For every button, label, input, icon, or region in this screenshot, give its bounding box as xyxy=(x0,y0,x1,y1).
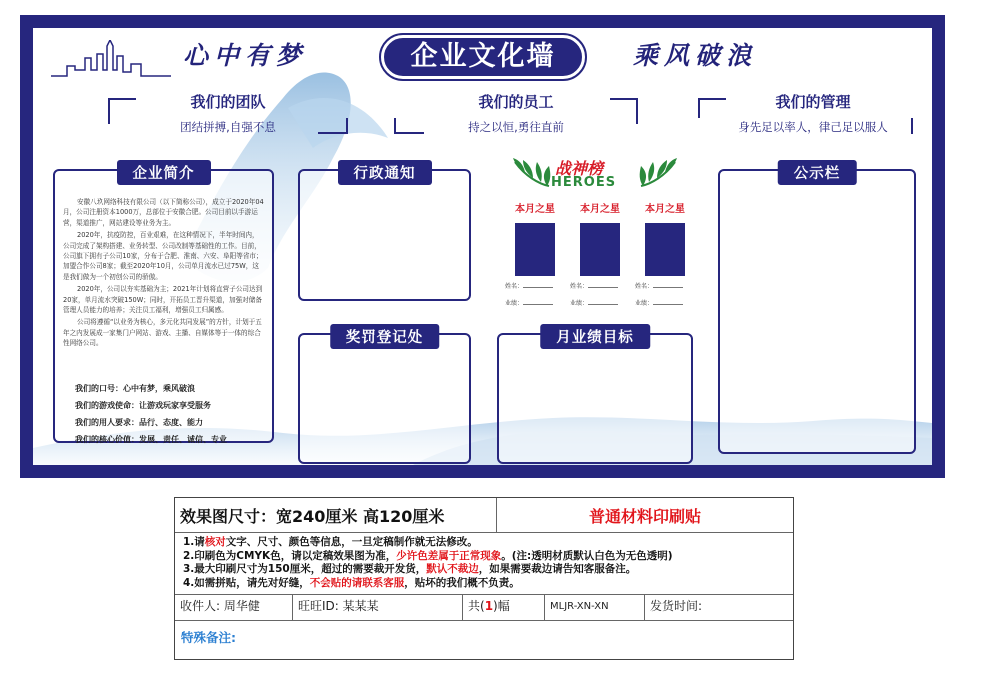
form-row-info xyxy=(175,595,793,621)
tag-management-subtitle: 身先足以率人，律己足以服人 xyxy=(738,120,888,134)
intro-paragraph: 公司将遵循“以业务为核心，多元化共同发展”的方针，计划于五年之内发展成一家集门户网站、游戏、主播、自媒体等于一体的综合性网络公司。 xyxy=(63,318,262,348)
form-note-line: 3.最大印刷尺寸为150厘米，超过的需要裁开发货，默认不裁边，如果需要裁边请告知客服备注。 xyxy=(183,563,637,576)
laurel-left-icon xyxy=(511,156,551,196)
form-count-suffix: )幅 xyxy=(493,599,510,613)
form-wangwang: 旺旺ID: 某某某 xyxy=(293,595,463,620)
heroes-logo xyxy=(511,156,681,196)
tag-staff xyxy=(391,91,641,141)
form-ship-time: 发货时间: xyxy=(650,599,703,613)
tag-team-title: 我们的团队 xyxy=(190,93,266,111)
form-row-special xyxy=(175,621,793,659)
intro-paragraph: 2020年，抗疫防控，百业艰难，在这种情况下，半年时间内，公司完成了架构搭建、业务转型、公司改制等基础性的工作。目前，公司旗下拥有子公司10家，分布于合肥、淮南、六安、阜阳等省市；加盟合作公司8家；截至2020年10月，公司单月流水已过75W，这是我们做为一个初创公司的骄傲。 xyxy=(63,231,263,281)
form-row-spec xyxy=(175,498,793,533)
intro-text xyxy=(63,197,264,351)
form-material-cell xyxy=(496,498,793,532)
star-perf-field xyxy=(570,298,630,310)
star-name-label: 姓名： xyxy=(570,283,589,290)
star-perf-field xyxy=(635,298,695,310)
form-note-line: 2.印刷色为CMYK色，请以定稿效果图为准，少许色差属于正常现象。(注:透明材质默认白色为无色透明) xyxy=(183,549,673,562)
tag-team-subtitle: 团结拼搏,自强不息 xyxy=(180,120,276,134)
panel-reward-title: 奖罚登记处 xyxy=(330,324,440,349)
form-count xyxy=(463,595,545,620)
tag-staff-title: 我们的员工 xyxy=(478,93,554,111)
star-name-field xyxy=(570,281,630,293)
intro-line-slogan: 我们的口号：心中有梦，乘风破浪 xyxy=(75,384,195,393)
heroes-title-en: HEROES xyxy=(551,175,617,190)
star-label: 本月之星 xyxy=(515,204,555,215)
panel-intro xyxy=(53,166,274,444)
city-skyline-icon xyxy=(51,40,171,80)
form-note-line: 1.请核对文字、尺寸、颜色等信息，一旦定稿制作就无法修改。 xyxy=(183,536,478,548)
panel-target xyxy=(497,330,693,464)
star-photo-placeholder xyxy=(515,223,555,276)
star-photo-placeholder xyxy=(580,223,620,276)
tag-management xyxy=(693,91,932,141)
star-label: 本月之星 xyxy=(580,204,620,215)
panel-target-title: 月业绩目标 xyxy=(540,324,650,349)
panel-notice-title: 行政通知 xyxy=(338,160,432,185)
star-of-month-3 xyxy=(635,200,695,310)
form-spec-size: 效果图尺寸：宽240厘米 高120厘米 xyxy=(180,507,445,526)
panel-notice xyxy=(298,166,471,301)
star-photo-placeholder xyxy=(645,223,685,276)
star-perf-label: 业绩： xyxy=(635,300,654,307)
form-material: 普通材料印刷贴 xyxy=(588,507,701,526)
form-notes-list xyxy=(183,536,785,590)
form-count-prefix: 共( xyxy=(468,599,485,613)
panel-bulletin-title: 公示栏 xyxy=(778,160,857,185)
intro-value-lines xyxy=(75,383,227,451)
form-receiver: 收件人: 周华健 xyxy=(175,595,293,620)
star-perf-label: 业绩： xyxy=(570,300,589,307)
star-name-field xyxy=(505,281,565,293)
form-count-value: 1 xyxy=(484,599,494,613)
panel-reward xyxy=(298,330,471,464)
star-name-label: 姓名： xyxy=(635,283,654,290)
tag-management-title: 我们的管理 xyxy=(775,93,851,111)
star-perf-field xyxy=(505,298,565,310)
form-code: MLJR-XN-XN xyxy=(545,595,645,620)
star-name-label: 姓名： xyxy=(505,283,524,290)
star-of-month-2 xyxy=(570,200,630,310)
intro-line-values: 我们的核心价值：发展、责任、诚信、专业 xyxy=(75,435,227,444)
panel-intro-title: 企业简介 xyxy=(117,160,211,185)
order-form xyxy=(174,497,794,660)
star-name-field xyxy=(635,281,695,293)
laurel-right-icon xyxy=(639,156,679,196)
intro-paragraph: 2020年，公司以夯实基础为主；2021年计划将直营子公司达到20家，单月流水突破150W；同时，开拓员工晋升渠道，加强对储备管理人员能力的培养；关注员工福利，增强员工归属感。 xyxy=(63,285,263,315)
slogan-right: 乘风破浪 xyxy=(633,41,758,70)
panel-bulletin xyxy=(718,166,916,454)
intro-paragraph: 安徽八玖网络科技有限公司（以下简称公司），成立于2020年04月，公司注册资本1000万，总部位于安徽合肥。公司目前以手游运营，渠道推广，网站建设等业务为主。 xyxy=(63,198,264,227)
board-canvas xyxy=(33,28,932,465)
slogan-left: 心中有梦 xyxy=(183,41,308,70)
form-special-note: 特殊备注: xyxy=(181,630,236,645)
star-label: 本月之星 xyxy=(645,204,685,215)
heroes-title-cn: 战神榜 xyxy=(555,159,604,178)
tag-team xyxy=(103,91,353,141)
culture-wall-board xyxy=(20,15,945,478)
intro-line-mission: 我们的游戏使命：让游戏玩家享受服务 xyxy=(75,401,211,410)
star-perf-label: 业绩： xyxy=(505,300,524,307)
form-notes xyxy=(175,533,793,595)
star-of-month-1 xyxy=(505,200,565,310)
board-main-title: 企业文化墙 xyxy=(381,35,585,79)
form-note-line: 4.如需拼贴，请先对好缝，不会贴的请联系客服，贴坏的我们概不负责。 xyxy=(183,576,520,589)
tag-staff-subtitle: 持之以恒,勇往直前 xyxy=(468,120,564,134)
intro-line-hiring: 我们的用人要求：品行、态度、能力 xyxy=(75,418,203,427)
